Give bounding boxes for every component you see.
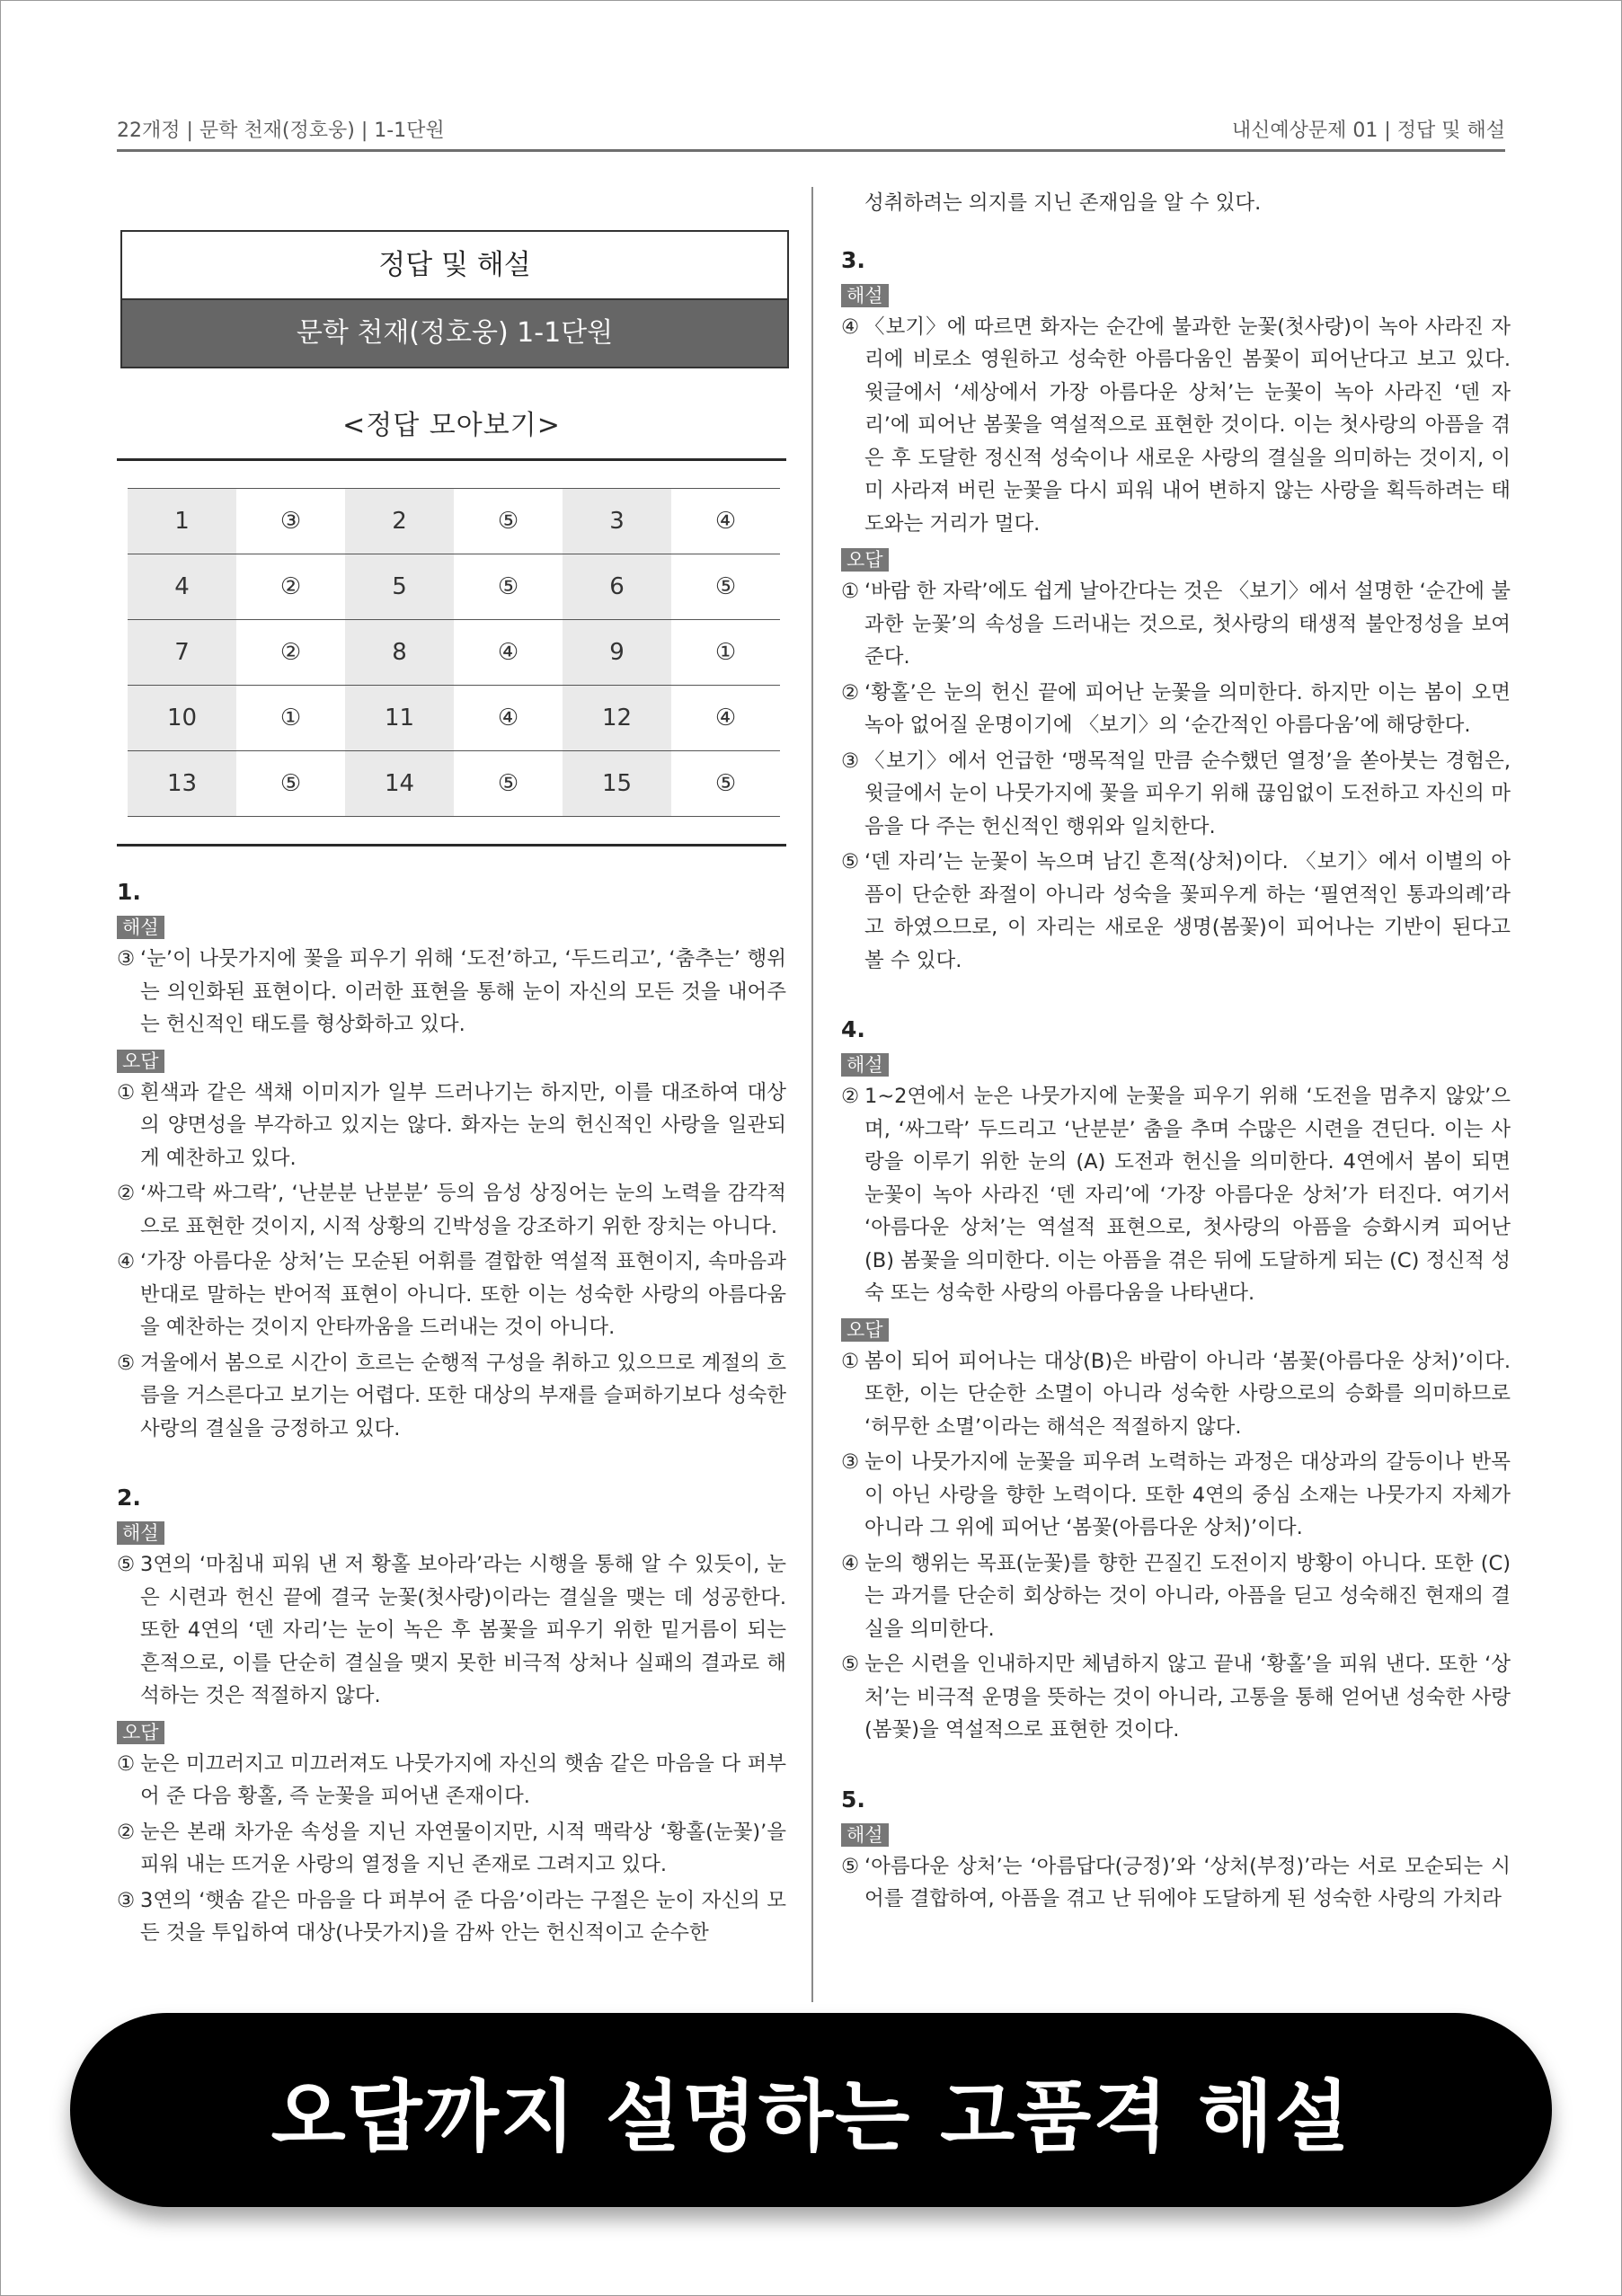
question-number-cell: 11 bbox=[345, 686, 454, 751]
explanation-tag: 해설 bbox=[841, 1053, 889, 1077]
question-number: 3. bbox=[841, 246, 865, 273]
explanation-text: 봄이 되어 피어나는 대상(B)은 바람이 아니라 ‘봄꽃(아름다운 상처)’이다. 또한, 이는 단순한 소멸이 아니라 성숙한 사랑으로의 승화를 의미하므로 ‘허무한 소멸’이라는 해석은 적절하지 않다. bbox=[864, 1349, 1511, 1439]
answer-cell: ④ bbox=[671, 686, 780, 751]
explanation-item bbox=[117, 1816, 786, 1882]
choice-marker: ⑤ bbox=[117, 1351, 136, 1375]
answer-row bbox=[128, 686, 780, 751]
choice-marker: ③ bbox=[841, 1450, 860, 1474]
questions-left bbox=[117, 879, 786, 1950]
explanation-text: ‘아름다운 상처’는 ‘아름답다(긍정)’와 ‘상처(부정)’라는 서로 모순되는 시어를 결합하여, 아픔을 겪고 난 뒤에야 도달하게 된 성숙한 사랑의 가치라 bbox=[864, 1854, 1511, 1910]
question-block bbox=[841, 247, 1511, 978]
answer-cell: ① bbox=[671, 620, 780, 686]
explanation-tag: 해설 bbox=[841, 1823, 889, 1847]
right-column bbox=[841, 187, 1511, 1919]
answer-cell: ⑤ bbox=[454, 554, 563, 620]
answer-cell: ④ bbox=[671, 489, 780, 554]
question-number-cell: 4 bbox=[128, 554, 236, 620]
choice-marker: ⑤ bbox=[841, 850, 860, 873]
choice-marker: ⑤ bbox=[117, 1553, 136, 1576]
explanation-item bbox=[841, 575, 1511, 674]
explanation-text: ‘덴 자리’는 눈꽃이 녹으며 남긴 흔적(상처)이다. 〈보기〉에서 이별의 아픔이 단순한 좌절이 아니라 성숙을 꽃피우게 하는 ‘필연적인 통과의례’라고 하였으므로, 이 자리는 새로운 생명(봄꽃)이 피어나는 기반이 된다고 볼 수 있다. bbox=[864, 850, 1511, 972]
explanation-item bbox=[117, 1177, 786, 1243]
choice-marker: ② bbox=[117, 1820, 136, 1844]
explanation-item bbox=[841, 1850, 1511, 1916]
explanation-text: 〈보기〉에서 언급한 ‘맹목적일 만큼 순수했던 열정’을 쏟아붓는 경험은, 윗글에서 눈이 나뭇가지에 꽃을 피우기 위해 끊임없이 도전하고 자신의 마음을 다 주는 헌신적인 행위와 일치한다. bbox=[864, 749, 1511, 838]
choice-marker: ③ bbox=[117, 947, 136, 971]
explanation-text: ‘눈’이 나뭇가지에 꽃을 피우기 위해 ‘도전’하고, ‘두드리고’, ‘춤추는’ 행위는 의인화된 표현이다. 이러한 표현을 통해 눈이 자신의 모든 것을 내어주는 헌신적인 태도를 형상화하고 있다. bbox=[140, 947, 786, 1036]
question-number-cell: 2 bbox=[345, 489, 454, 554]
question-number-cell: 13 bbox=[128, 751, 236, 817]
explanation-text: 눈의 행위는 목표(눈꽃)를 향한 끈질긴 도전이지 방황이 아니다. 또한 (C)는 과거를 단순히 회상하는 것이 아니라, 아픔을 딛고 성숙해진 현재의 결실을 의미한다. bbox=[864, 1551, 1511, 1641]
explanation-text: 눈은 본래 차가운 속성을 지닌 자연물이지만, 시적 맥락상 ‘황홀(눈꽃)’을 피워 내는 뜨거운 사랑의 열정을 지닌 존재로 그려지고 있다. bbox=[140, 1820, 786, 1876]
explanation-item bbox=[117, 1347, 786, 1446]
question-number-cell: 3 bbox=[563, 489, 671, 554]
explanation-text: 눈은 미끄러지고 미끄러져도 나뭇가지에 자신의 햇솜 같은 마음을 다 퍼부어 준 다음 황홀, 즉 눈꽃을 피어낸 존재이다. bbox=[140, 1751, 786, 1808]
answer-cell: ① bbox=[236, 686, 345, 751]
banner-text: 오답까지 설명하는 고품격 해설 bbox=[270, 2072, 1352, 2162]
wrong-answer-tag: 오답 bbox=[841, 548, 889, 572]
explanation-tag: 해설 bbox=[841, 284, 889, 307]
answer-cell: ④ bbox=[454, 620, 563, 686]
explanation-text: 〈보기〉에 따르면 화자는 순간에 불과한 눈꽃(첫사랑)이 녹아 사라진 자리에 비로소 영원하고 성숙한 아름다움인 봄꽃이 피어난다고 보고 있다. 윗글에서 ‘세상에서 가장 아름다운 상처’는 눈꽃이 녹아 사라진 ‘덴 자리’에 피어난 봄꽃을 역설적으로 표현한 것이다. 이는 첫사랑의 아픔을 겪은 후 도달한 정신적 성숙이나 새로운 사랑의 결실을 의미하는 것이지, 이미 사라져 버린 눈꽃을 다시 피워 내어 변하지 않는 사랑을 획득하려는 태도와는 거리가 멀다. bbox=[864, 315, 1511, 536]
choice-marker: ④ bbox=[841, 1551, 860, 1575]
title-box bbox=[120, 230, 789, 368]
choice-marker: ② bbox=[841, 680, 860, 705]
explanation-item bbox=[841, 1080, 1511, 1310]
explanation-tag: 해설 bbox=[117, 916, 164, 939]
question-number-cell: 15 bbox=[563, 751, 671, 817]
header-right: 내신예상문제 01 | 정답 및 해설 bbox=[1231, 120, 1505, 142]
explanation-text: 눈은 시련을 인내하지만 체념하지 않고 끝내 ‘황홀’을 피워 낸다. 또한 ‘상처’는 비극적 운명을 뜻하는 것이 아니라, 고통을 통해 얻어낸 성숙한 사랑(봄꽃)을 역설적으로 표현한 것이다. bbox=[864, 1653, 1511, 1742]
choice-marker: ④ bbox=[841, 315, 860, 339]
question-number-cell: 9 bbox=[563, 620, 671, 686]
question-number: 2. bbox=[117, 1485, 141, 1511]
question-block bbox=[841, 1786, 1511, 1916]
choice-marker: ⑤ bbox=[841, 1653, 860, 1676]
answer-cell: ⑤ bbox=[671, 554, 780, 620]
question-number-cell: 6 bbox=[563, 554, 671, 620]
wrong-answer-tag: 오답 bbox=[841, 1318, 889, 1342]
answer-cell: ⑤ bbox=[671, 751, 780, 817]
choice-marker: ② bbox=[841, 1085, 860, 1108]
explanation-text: ‘가장 아름다운 상처’는 모순된 어휘를 결합한 역설적 표현이지, 속마음과 반대로 말하는 반어적 표현이 아니다. 또한 이는 성숙한 사랑의 아름다움을 예찬하는 것이지 안타까움을 드러내는 것이 아니다. bbox=[140, 1250, 786, 1339]
explanation-text: ‘싸그락 싸그락’, ‘난분분 난분분’ 등의 음성 상징어는 눈의 노력을 감각적으로 표현한 것이지, 시적 상황의 긴박성을 강조하기 위한 장치는 아니다. bbox=[140, 1182, 786, 1238]
explanation-item bbox=[841, 311, 1511, 541]
header-rule bbox=[117, 149, 1505, 152]
choice-marker: ③ bbox=[841, 749, 860, 773]
question-block bbox=[117, 879, 786, 1445]
answer-cell: ② bbox=[236, 554, 345, 620]
header-left: 22개정 | 문학 천재(정호웅) | 1-1단원 bbox=[117, 120, 445, 142]
question-number-cell: 8 bbox=[345, 620, 454, 686]
question-number-cell: 1 bbox=[128, 489, 236, 554]
question-block bbox=[841, 1016, 1511, 1747]
answer-cell: ② bbox=[236, 620, 345, 686]
answer-row bbox=[128, 489, 780, 554]
explanation-text: 3연의 ‘햇솜 같은 마음을 다 퍼부어 준 다음’이라는 구절은 눈이 자신의 모든 것을 투입하여 대상(나뭇가지)을 감싸 안는 헌신적이고 순수한 bbox=[140, 1888, 786, 1945]
question-number: 5. bbox=[841, 1786, 865, 1813]
choice-marker: ② bbox=[117, 1182, 136, 1205]
answer-row bbox=[128, 620, 780, 686]
question-number-cell: 14 bbox=[345, 751, 454, 817]
explanation-text: 흰색과 같은 색채 이미지가 일부 드러나기는 하지만, 이를 대조하여 대상의 양면성을 부각하고 있지는 않다. 화자는 눈의 헌신적인 사랑을 일관되게 예찬하고 있다. bbox=[140, 1080, 786, 1170]
question-number: 1. bbox=[117, 879, 141, 905]
explanation-item bbox=[117, 1246, 786, 1344]
promo-banner bbox=[70, 2013, 1552, 2207]
column-divider bbox=[811, 187, 813, 2002]
explanation-tag: 해설 bbox=[117, 1521, 164, 1545]
explanation-item bbox=[841, 677, 1511, 742]
answer-table bbox=[128, 488, 780, 817]
title-box-title: 정답 및 해설 bbox=[122, 232, 787, 300]
continued-text: 성취하려는 의지를 지닌 존재임을 알 수 있다. bbox=[864, 191, 1262, 215]
question-number: 4. bbox=[841, 1016, 865, 1042]
explanation-text: 겨울에서 봄으로 시간이 흐르는 순행적 구성을 취하고 있으므로 계절의 흐름을 거스른다고 보기는 어렵다. 또한 대상의 부재를 슬퍼하기보다 성숙한 사랑의 결실을 긍정하고 있다. bbox=[140, 1351, 786, 1441]
answer-cell: ③ bbox=[236, 489, 345, 554]
explanation-item bbox=[841, 1547, 1511, 1646]
answer-summary-top-rule bbox=[117, 458, 786, 461]
explanation-item bbox=[841, 1446, 1511, 1545]
answer-cell: ⑤ bbox=[236, 751, 345, 817]
explanation-text: ‘황홀’은 눈의 헌신 끝에 피어난 눈꽃을 의미한다. 하지만 이는 봄이 오면 녹아 없어질 운명이기에 〈보기〉의 ‘순간적인 아름다움’에 해당한다. bbox=[864, 680, 1511, 737]
answer-row bbox=[128, 751, 780, 817]
question-number-cell: 5 bbox=[345, 554, 454, 620]
choice-marker: ⑤ bbox=[841, 1854, 860, 1878]
questions-right bbox=[841, 247, 1511, 1916]
wrong-answer-tag: 오답 bbox=[117, 1050, 164, 1073]
explanation-item bbox=[841, 1648, 1511, 1747]
choice-marker: ④ bbox=[117, 1250, 136, 1273]
choice-marker: ① bbox=[841, 1349, 860, 1373]
explanation-text: 3연의 ‘마침내 피워 낸 저 황홀 보아라’라는 시행을 통해 알 수 있듯이, 눈은 시련과 헌신 끝에 결국 눈꽃(첫사랑)이라는 결실을 맺는 데 성공한다. 또한 4연의 ‘덴 자리’는 눈이 녹은 후 봄꽃을 피우기 위한 밑거름이 되는 흔적으로, 이를 단순히 결실을 맺지 못한 비극적 상처나 실패의 결과로 해석하는 것은 적절하지 않다. bbox=[140, 1553, 786, 1707]
choice-marker: ③ bbox=[117, 1888, 136, 1912]
question-number-cell: 12 bbox=[563, 686, 671, 751]
question-block bbox=[117, 1485, 786, 1950]
explanation-item bbox=[841, 1345, 1511, 1444]
explanation-text: ‘바람 한 자락’에도 쉽게 날아간다는 것은 〈보기〉에서 설명한 ‘순간에 불과한 눈꽃’의 속성을 드러내는 것으로, 첫사랑의 태생적 불안정성을 보여 준다. bbox=[864, 580, 1511, 669]
wrong-answer-tag: 오답 bbox=[117, 1721, 164, 1744]
question-number-cell: 7 bbox=[128, 620, 236, 686]
answer-row bbox=[128, 554, 780, 620]
choice-marker: ① bbox=[841, 580, 860, 603]
answer-cell: ⑤ bbox=[454, 751, 563, 817]
explanation-item bbox=[117, 1077, 786, 1175]
answer-summary-bottom-rule bbox=[117, 844, 786, 847]
explanation-item bbox=[841, 745, 1511, 844]
answer-cell: ⑤ bbox=[454, 489, 563, 554]
title-box-subtitle: 문학 천재(정호웅) 1-1단원 bbox=[122, 300, 787, 367]
choice-marker: ① bbox=[117, 1751, 136, 1776]
explanation-item bbox=[117, 943, 786, 1042]
explanation-item bbox=[117, 1748, 786, 1813]
question-number-cell: 10 bbox=[128, 686, 236, 751]
choice-marker: ① bbox=[117, 1080, 136, 1104]
explanation-item bbox=[117, 1548, 786, 1713]
explanation-item bbox=[117, 1884, 786, 1950]
left-column bbox=[117, 187, 786, 1953]
explanation-item bbox=[841, 846, 1511, 977]
answer-cell: ④ bbox=[454, 686, 563, 751]
explanation-text: 1~2연에서 눈은 나뭇가지에 눈꽃을 피우기 위해 ‘도전을 멈추지 않았’으며, ‘싸그락’ 두드리고 ‘난분분’ 춤을 추며 수많은 시련을 견딘다. 이는 사랑을 이루기 위한 눈의 (A) 도전과 헌신을 의미한다. 4연에서 봄이 되면 눈꽃이 녹아 사라진 ‘덴 자리’에 ‘가장 아름다운 상처’가 터진다. 여기서 ‘아름다운 상처’는 역설적 표현으로, 첫사랑의 아픔을 승화시켜 피어난 (B) 봄꽃을 의미한다. 이는 아픔을 겪은 뒤에 도달하게 되는 (C) 정신적 성숙 또는 성숙한 사랑의 아름다움을 나타낸다. bbox=[864, 1085, 1511, 1305]
answer-summary-heading: <정답 모아보기> bbox=[342, 410, 561, 441]
explanation-text: 눈이 나뭇가지에 눈꽃을 피우려 노력하는 과정은 대상과의 갈등이나 반목이 아닌 사랑을 향한 노력이다. 또한 4연의 중심 소재는 나뭇가지 자체가 아니라 그 위에 피어난 ‘봄꽃(아름다운 상처)’이다. bbox=[864, 1450, 1511, 1539]
